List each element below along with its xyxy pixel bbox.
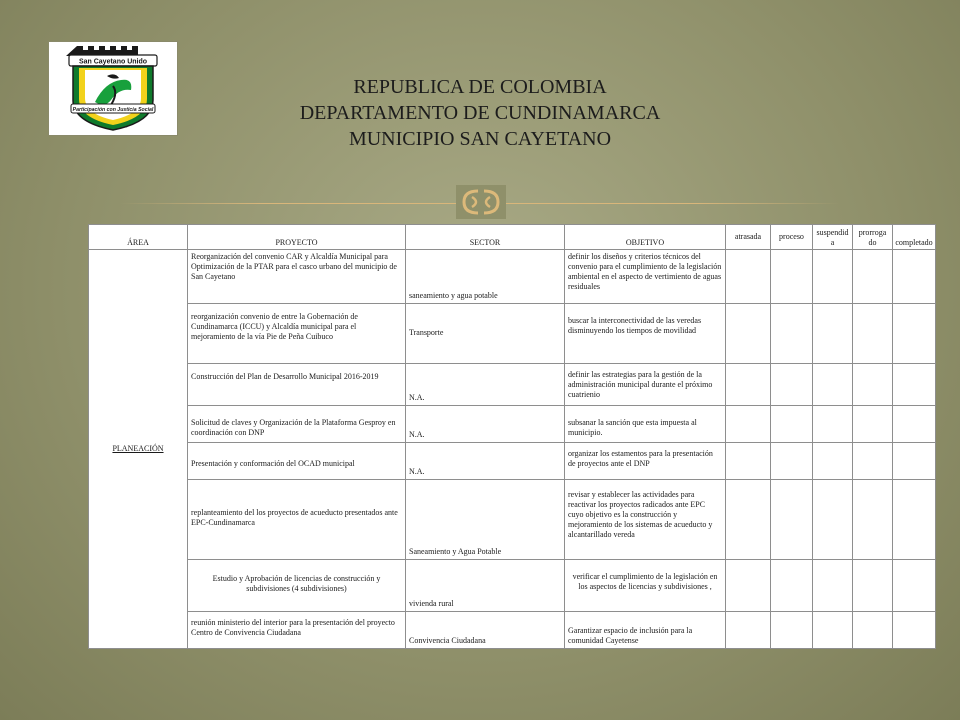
- objective-cell: definir los diseños y criterios técnicos del convenio para el cumplimiento de la legislación ambiental en el aspecto de vertimiento de aguas residuales: [565, 250, 726, 304]
- status-prorroga-cell: [853, 612, 893, 649]
- status-suspendida-cell: [813, 560, 853, 612]
- status-proceso-cell: [771, 480, 813, 560]
- municipality-logo: [48, 41, 178, 136]
- status-atrasada-cell: [726, 480, 771, 560]
- status-suspendida-cell: [813, 480, 853, 560]
- project-cell: Reorganización del convenio CAR y Alcaldía Municipal para Optimización de la PTAR para el casco urbano del municipio de San Cayetano: [188, 250, 406, 304]
- status-prorroga-cell: [853, 443, 893, 480]
- status-atrasada-cell: [726, 443, 771, 480]
- sector-cell: N.A.: [406, 443, 565, 480]
- status-proceso-cell: [771, 364, 813, 406]
- sector-cell: Convivencia Ciudadana: [406, 612, 565, 649]
- status-completado-cell: [893, 304, 936, 364]
- status-atrasada-cell: [726, 612, 771, 649]
- table-row: [89, 443, 936, 480]
- shield-emblem-icon: [49, 42, 177, 135]
- logo-top-text: San Cayetano Unido: [78, 58, 148, 66]
- sector-cell: Transporte: [406, 304, 565, 364]
- sector-cell: vivienda rural: [406, 560, 565, 612]
- objective-cell: verificar el cumplimiento de la legislación en los aspectos de licencias y subdivisiones ,: [565, 560, 726, 612]
- header-country: REPUBLICA DE COLOMBIA: [353, 76, 607, 98]
- status-proceso-cell: [771, 406, 813, 443]
- status-proceso-cell: [771, 304, 813, 364]
- project-cell: Solicitud de claves y Organización de la Plataforma Gesproy en coordinación con DNP: [188, 406, 406, 443]
- status-suspendida-cell: [813, 250, 853, 304]
- column-header-atrasada: atrasada: [726, 225, 771, 250]
- table-row: [89, 250, 936, 304]
- table-row: [89, 406, 936, 443]
- status-prorroga-cell: [853, 250, 893, 304]
- objective-cell: definir las estrategias para la gestión de la administración municipal durante el próximo cuatrienio: [565, 364, 726, 406]
- status-atrasada-cell: [726, 364, 771, 406]
- sector-cell: N.A.: [406, 406, 565, 443]
- column-header-proyecto: PROYECTO: [188, 225, 406, 250]
- status-proceso-cell: [771, 560, 813, 612]
- table-row: [89, 364, 936, 406]
- sector-cell: Saneamiento y Agua Potable: [406, 480, 565, 560]
- status-proceso-cell: [771, 250, 813, 304]
- objective-cell: Garantizar espacio de inclusión para la comunidad Cayetense: [565, 612, 726, 649]
- project-cell: Presentación y conformación del OCAD municipal: [188, 443, 406, 480]
- column-header-area: ÁREA: [89, 225, 188, 250]
- status-suspendida-cell: [813, 304, 853, 364]
- status-completado-cell: [893, 250, 936, 304]
- table-row: [89, 480, 936, 560]
- status-atrasada-cell: [726, 560, 771, 612]
- objective-cell: buscar la interconectividad de las veredas disminuyendo los tiempos de movilidad: [565, 304, 726, 364]
- table-row: [89, 612, 936, 649]
- project-cell: reunión ministerio del interior para la presentación del proyecto Centro de Convivencia Ciudadana: [188, 612, 406, 649]
- objective-cell: revisar y establecer las actividades para reactivar los proyectos radicados ante EPC cuyo objetivo es la construcción y mejoramiento de los sistemas de acueducto y alcantarillado vereda: [565, 480, 726, 560]
- status-prorroga-cell: [853, 406, 893, 443]
- column-header-completado: completado: [893, 225, 936, 250]
- status-completado-cell: [893, 560, 936, 612]
- logo-bottom-text: Participación con Justicia Social: [72, 106, 154, 113]
- status-prorroga-cell: [853, 480, 893, 560]
- status-completado-cell: [893, 612, 936, 649]
- column-header-prorroga: prorroga do: [853, 225, 893, 250]
- status-completado-cell: [893, 364, 936, 406]
- objective-cell: organizar los estamentos para la presentación de proyectos ante el DNP: [565, 443, 726, 480]
- column-header-objetivo: OBJETIVO: [565, 225, 726, 250]
- status-completado-cell: [893, 443, 936, 480]
- status-completado-cell: [893, 480, 936, 560]
- status-prorroga-cell: [853, 364, 893, 406]
- sector-cell: saneamiento y agua potable: [406, 250, 565, 304]
- header-municipality: MUNICIPIO SAN CAYETANO: [348, 128, 612, 150]
- status-suspendida-cell: [813, 406, 853, 443]
- status-atrasada-cell: [726, 406, 771, 443]
- status-suspendida-cell: [813, 364, 853, 406]
- status-proceso-cell: [771, 612, 813, 649]
- status-suspendida-cell: [813, 443, 853, 480]
- table-row: [89, 560, 936, 612]
- status-prorroga-cell: [853, 560, 893, 612]
- column-header-suspendida: suspendida: [813, 225, 853, 250]
- document-header: [230, 74, 730, 152]
- sector-cell: N.A.: [406, 364, 565, 406]
- ornament-icon: [456, 185, 506, 219]
- project-cell: Construcción del Plan de Desarrollo Municipal 2016-2019: [188, 364, 406, 406]
- project-cell: reorganización convenio de entre la Gobernación de Cundinamarca (ICCU) y Alcaldía municipal para el mejoramiento de la vía Pie de Peña Cuibuco: [188, 304, 406, 364]
- project-cell: Estudio y Aprobación de licencias de construcción y subdivisiones (4 subdivisiones): [188, 560, 406, 612]
- status-prorroga-cell: [853, 304, 893, 364]
- project-cell: replanteamiento del los proyectos de acueducto presentados ante EPC-Cundinamarca: [188, 480, 406, 560]
- status-proceso-cell: [771, 443, 813, 480]
- table-header-row: [89, 225, 936, 250]
- column-header-proceso: proceso: [771, 225, 813, 250]
- projects-table: [88, 224, 936, 649]
- status-completado-cell: [893, 406, 936, 443]
- status-atrasada-cell: [726, 250, 771, 304]
- table-row: [89, 304, 936, 364]
- status-suspendida-cell: [813, 612, 853, 649]
- header-department: DEPARTAMENTO DE CUNDINAMARCA: [299, 102, 661, 124]
- area-cell: PLANEACIÓN: [89, 250, 188, 649]
- column-header-sector: SECTOR: [406, 225, 565, 250]
- objective-cell: subsanar la sanción que esta impuesta al municipio.: [565, 406, 726, 443]
- status-atrasada-cell: [726, 304, 771, 364]
